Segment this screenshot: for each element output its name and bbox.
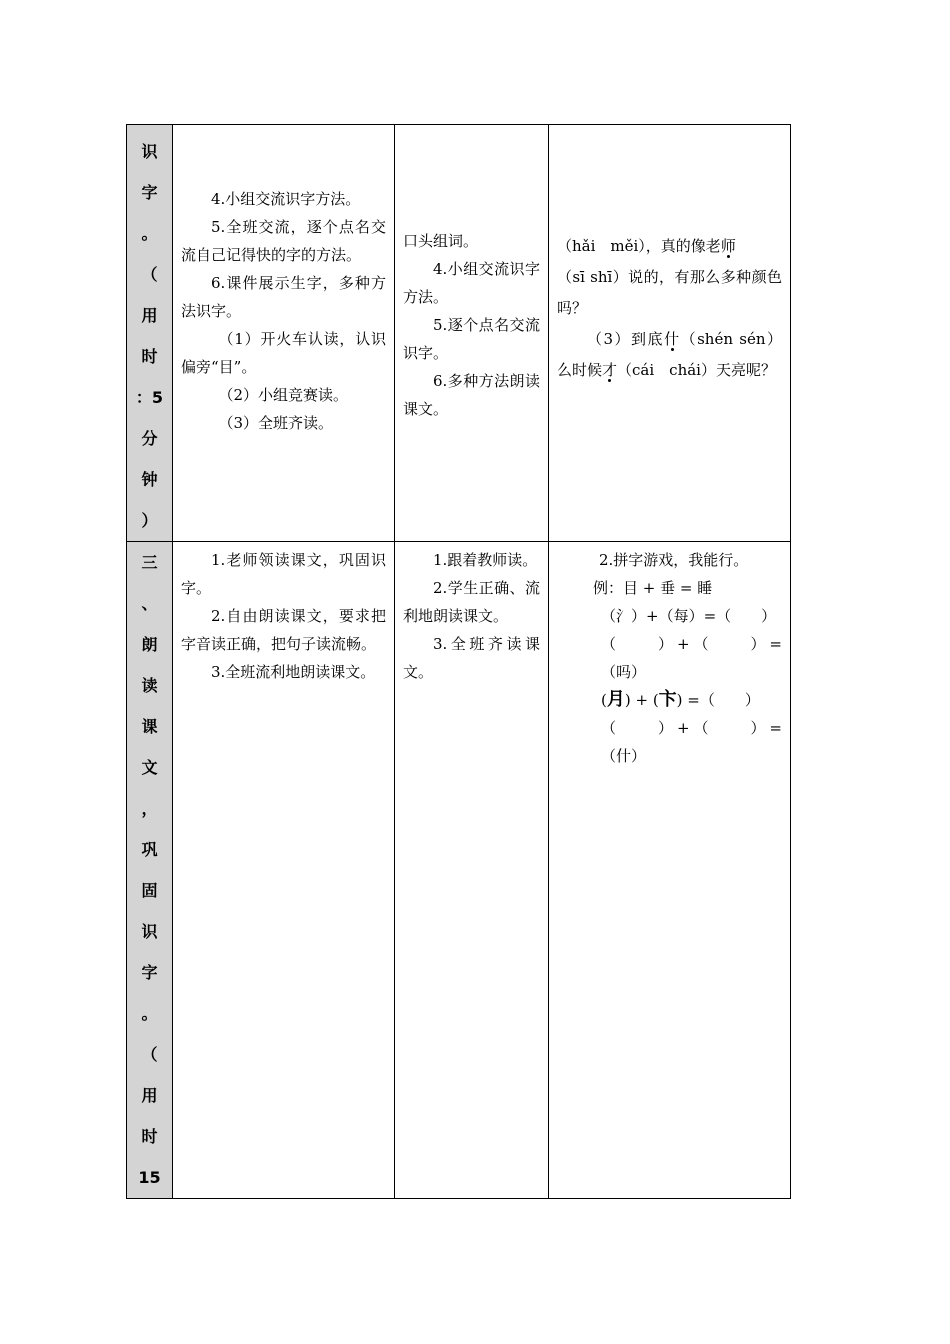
exercise-cell xyxy=(549,125,791,542)
radical-glyph: 月 xyxy=(606,689,625,710)
exercise-cell xyxy=(549,542,791,1199)
student-activity-text: 口头组词。 4.小组交流识字方法。 5.逐个点名交流识字。 6.多种方法朗读课文。 xyxy=(403,232,540,418)
phase-vertical-text: 三 、 朗 读 课 文 ， 巩 固 识 字 。 （ 用 时 15 xyxy=(138,553,161,1187)
student-activity-text: 1.跟着教师读。 2.学生正确、流利地朗读课文。 3.全班齐读课文。 xyxy=(403,551,540,681)
emphasis-dot-char: 什 xyxy=(664,330,681,348)
teacher-activity-cell xyxy=(173,542,395,1199)
table-row xyxy=(127,125,791,542)
teacher-activity-cell xyxy=(173,125,395,542)
exercise-text: （hǎi měi），真的像老师 （sī shī）说的，有那么多种颜色吗？ （3）到底什（shén sén）么时候才（cái chái）天亮呢？ xyxy=(557,237,782,379)
emphasis-dot-char: 师 xyxy=(720,237,736,255)
phase-vertical-text: 识 字 。 （ 用 时 ：5 分 钟 ） xyxy=(135,142,164,530)
radical-glyph: 卞 xyxy=(658,689,677,710)
teacher-activity-text: 4.小组交流识字方法。 5.全班交流，逐个点名交流自己记得快的字的方法。 6.课件展示生字，多种方法识字。 （1）开火车认读，认识偏旁“目”。 （2）小组竞赛读。 （3）全班齐读。 xyxy=(181,190,386,432)
word-puzzle-game: 2.拼字游戏，我能行。 例：目 + 垂 = 睡 （氵）+（每）=（ ） （ ）+（ ）=（吗） (月) + (卞) =（ ） （ ）+（ ）=（什） xyxy=(593,551,782,765)
lesson-plan-table xyxy=(126,124,791,1199)
phase-cell xyxy=(127,542,173,1199)
emphasis-dot-char: 才 xyxy=(602,361,618,379)
student-activity-cell xyxy=(395,125,549,542)
teacher-activity-text: 1.老师领读课文，巩固识字。 2.自由朗读课文，要求把字音读正确，把句子读流畅。 3.全班流利地朗读课文。 xyxy=(181,551,386,681)
phase-cell xyxy=(127,125,173,542)
table-row xyxy=(127,542,791,1199)
student-activity-cell xyxy=(395,542,549,1199)
